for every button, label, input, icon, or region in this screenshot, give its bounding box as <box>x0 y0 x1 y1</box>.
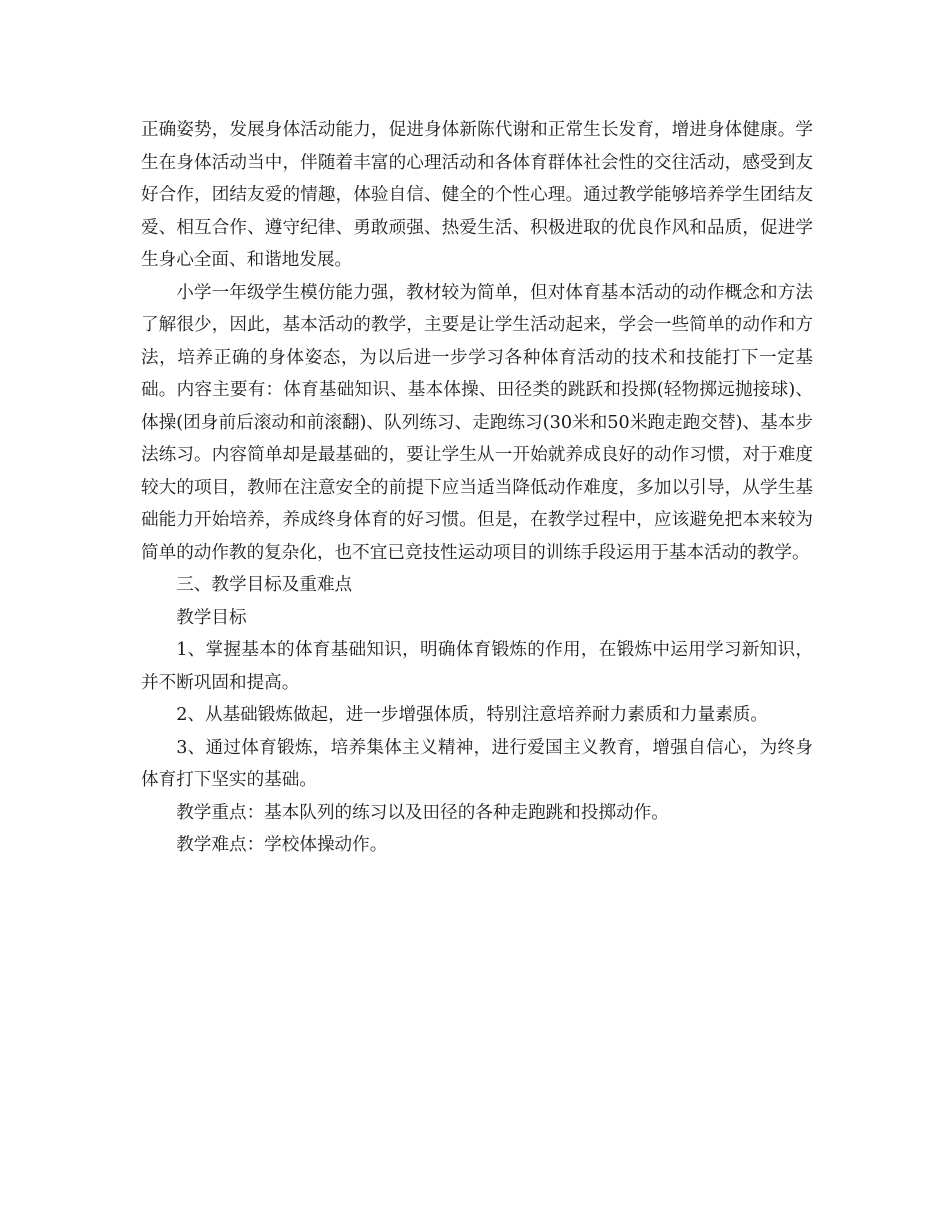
objective-item-3: 3、通过体育锻炼，培养集体主义精神，进行爱国主义教育，增强自信心，为终身体育打下坚实的基础。 <box>141 737 813 790</box>
paragraph-physical-goals: 正确姿势，发展身体活动能力，促进身体新陈代谢和正常生长发育，增进身体健康。学生在身体活动当中，伴随着丰富的心理活动和各体育群体社会性的交往活动，感受到友好合作，团结友爱的情趣，体验自信、健全的个性心理。通过教学能够培养学生团结友爱、相互合作、遵守纪律、勇敢顽强、热爱生活、积极进取的优良作风和品质，促进学生身心全面、和谐地发展。 <box>141 120 813 270</box>
objective-item-1: 1、掌握基本的体育基础知识，明确体育锻炼的作用，在锻炼中运用学习新知识，并不断巩固和提高。 <box>141 640 813 693</box>
paragraph-grade-one-analysis: 小学一年级学生模仿能力强，教材较为简单，但对体育基本活动的动作概念和方法了解很少，因此，基本活动的教学，主要是让学生活动起来，学会一些简单的动作和方法，培养正确的身体姿态，为以后进一步学习各种体育活动的技术和技能打下一定基础。内容主要有：体育基础知识、基本体操、田径类的跳跃和投掷(轻物掷远抛接球)、体操(团身前后滚动和前滚翻)、队列练习、走跑练习(30米和50米跑走跑交替)、基本步法练习。内容简单却是最基础的，要让学生从一开始就养成良好的动作习惯，对于难度较大的项目，教师在注意安全的前提下应当适当降低动作难度，多加以引导，从学生基础能力开始培养，养成终身体育的好习惯。但是，在教学过程中，应该避免把本来较为简单的动作教的复杂化，也不宜已竞技性运动项目的训练手段运用于基本活动的教学。 <box>141 282 813 563</box>
objective-item-2: 2、从基础锻炼做起，进一步增强体质，特别注意培养耐力素质和力量素质。 <box>176 705 768 725</box>
section-heading-objectives: 三、教学目标及重难点 <box>176 575 353 595</box>
teaching-difficulties: 教学难点：学校体操动作。 <box>176 835 388 855</box>
subheading-teaching-objectives: 教学目标 <box>176 607 247 628</box>
teaching-key-points: 教学重点：基本队列的练习以及田径的各种走跑跳和投掷动作。 <box>176 802 669 823</box>
document-body <box>141 114 813 862</box>
